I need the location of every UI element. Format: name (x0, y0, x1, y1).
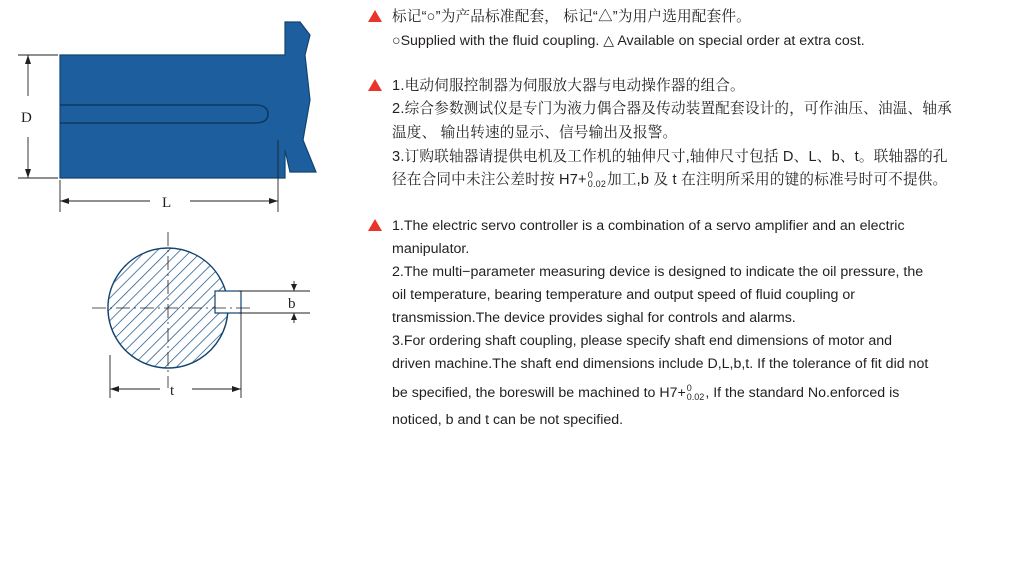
triangle-marker-icon (368, 219, 382, 231)
note-block-legend (366, 6, 1014, 53)
dimension-t-label: t (170, 383, 175, 399)
note-cn-1: 1.电动伺服控制器为伺服放大器与电动操作器的组合。 (392, 77, 745, 94)
tolerance-lower: 0.02 (587, 179, 607, 190)
note-cn-2a: 2.综合参数测试仪是专门为液力偶合器及传动装置配套设计的，可作油压、油温、轴承 (392, 101, 952, 118)
shaft-drawing-svg (0, 0, 360, 470)
notes-panel (366, 6, 1014, 446)
note-en-2a: 2.The multi−parameter measuring device is designed to indicate the oil pressure, the (392, 263, 924, 280)
note-en-3a: 3.For ordering shaft coupling, please specify shaft end dimensions of motor and (392, 332, 892, 349)
triangle-marker-icon (368, 10, 382, 22)
tolerance-lower: 0.02 (686, 391, 705, 402)
tolerance-mark-cn (588, 171, 606, 189)
note-block-english (366, 215, 1014, 432)
triangle-marker-icon (368, 79, 382, 91)
note-block-chinese (366, 75, 1014, 193)
note-cn-3b-head: 径在合同中未注公差时按 H7+ (392, 172, 587, 189)
tolerance-mark-en (687, 384, 705, 402)
note-en-1a: 1.The electric servo controller is a combination of a servo amplifier and an electric (392, 217, 905, 234)
section-keyway (215, 291, 241, 313)
note-en-1b: manipulator. (392, 240, 470, 257)
shaft-drawing (0, 0, 360, 470)
note-cn-2b: 温度、 输出转速的显示、信号输出及报警。 (392, 124, 678, 141)
note-cn-3a: 3.订购联轴器请提供电机及工作机的轴伸尺寸,轴伸尺寸包括 D、L、b、t。联轴器的孔 (392, 148, 948, 165)
dimension-d-label: D (21, 110, 32, 126)
tolerance-upper: 0 (587, 169, 593, 180)
note-en-3d: noticed, b and t can be not specified. (392, 411, 624, 428)
dimension-b (239, 281, 310, 323)
note-cn-3b (392, 169, 1014, 193)
dimension-b-label: b (288, 296, 296, 312)
note-en-2c: transmission.The device provides sighal for controls and alarms. (392, 309, 796, 326)
note-en-3c-head: be specified, the boreswill be machined to H7+ (392, 384, 686, 401)
legend-line-cn: 标记“○”为产品标准配套， 标记“△”为用户选用配套件。 (392, 9, 751, 25)
note-en-3b: driven machine.The shaft end dimensions include D,L,b,t. If the tolerance of fit did not (392, 355, 929, 372)
legend-line-en: ○Supplied with the fluid coupling. △ Available on special order at extra cost. (392, 32, 865, 49)
note-en-2b: oil temperature, bearing temperature and output speed of fluid coupling or (392, 286, 855, 303)
dimension-l-label: L (162, 195, 172, 211)
tolerance-upper: 0 (686, 382, 692, 393)
note-en-3c (392, 382, 1014, 405)
note-en-3c-tail: , If the standard No.enforced is (705, 384, 900, 401)
note-cn-3b-tail: 加工,b 及 t 在注明所采用的键的标准号时可不提供。 (607, 172, 948, 189)
